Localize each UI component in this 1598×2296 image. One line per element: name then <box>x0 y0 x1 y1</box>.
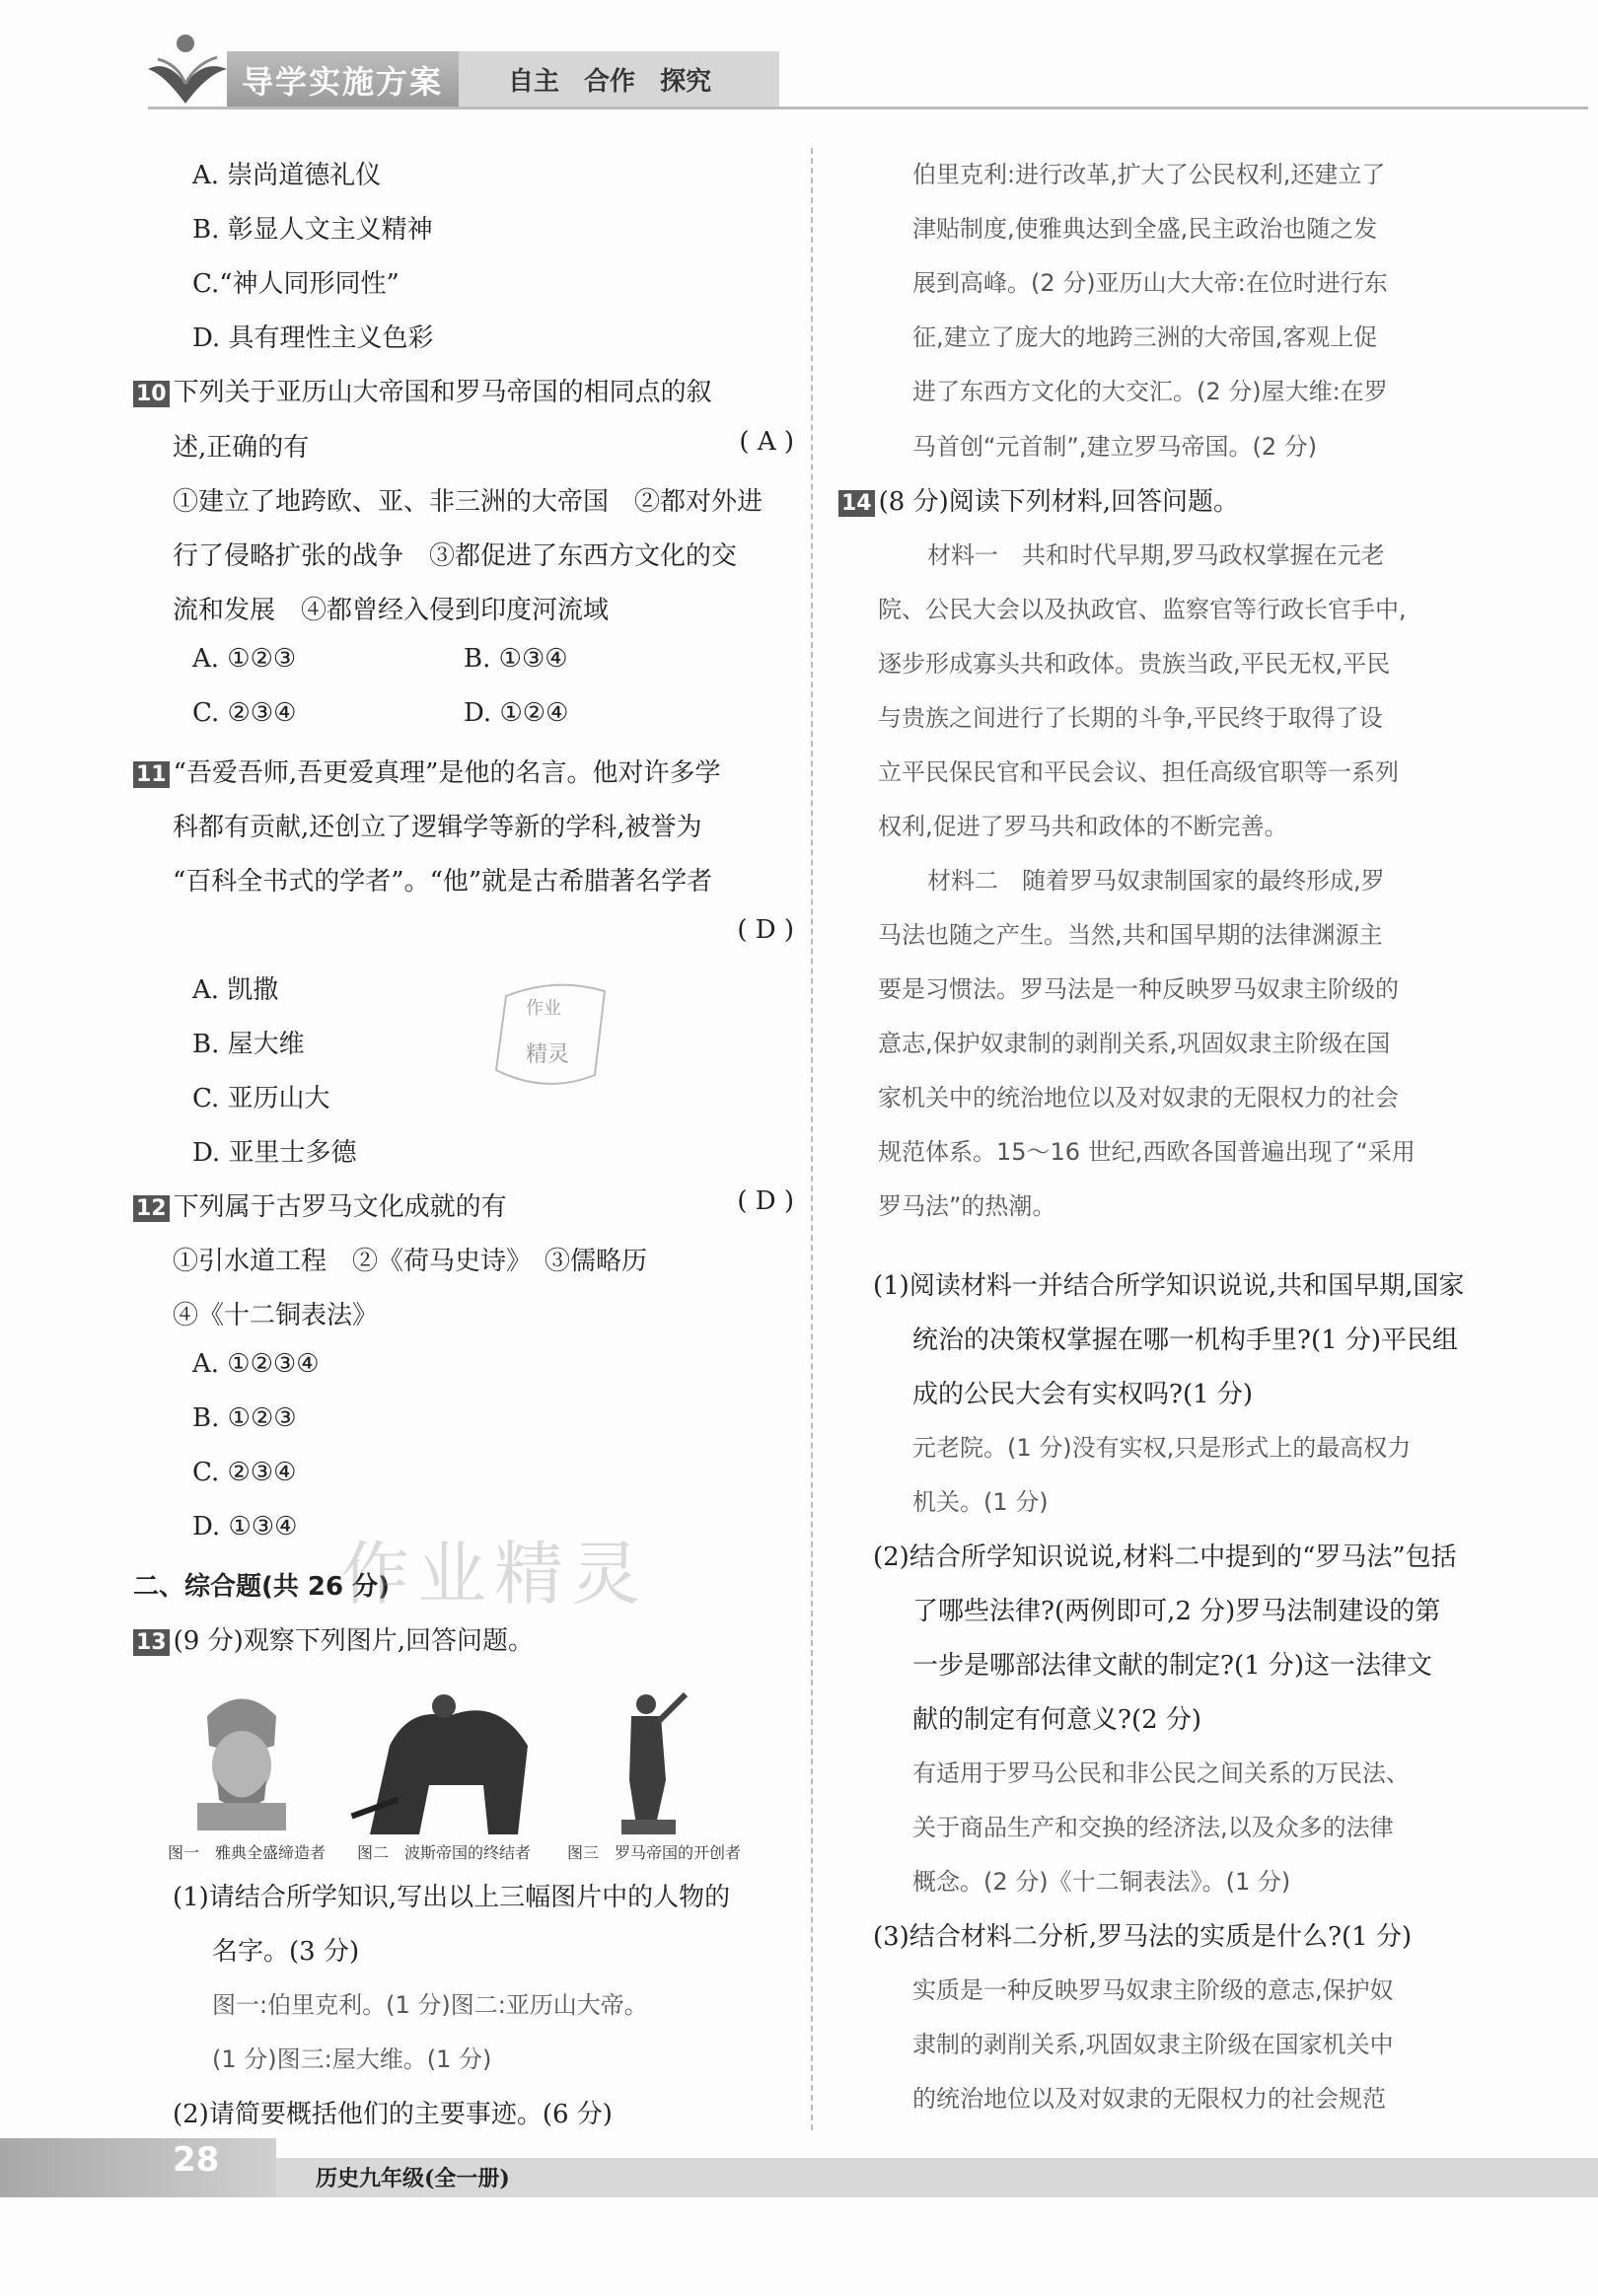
q14-answer3-line3: 的统治地位以及对奴隶的无限权力的社会规范 <box>912 2085 1386 2113</box>
q13-answer1-line2: (1 分)图三:屋大维。(1 分) <box>212 2045 492 2073</box>
q12-answer: ( D ) <box>737 1186 794 1216</box>
q13-answer2-line2: 津贴制度,使雅典达到全盛,民主政治也随之发 <box>912 215 1378 243</box>
figure-caption-3: 图三 罗马帝国的开创者 <box>567 1843 742 1862</box>
q13-answer1-line1: 图一:伯里克利。(1 分)图二:亚历山大帝。 <box>212 1991 648 2019</box>
q11-number: 11 <box>133 761 170 788</box>
q13-part1-line1: (1)请结合所学知识,写出以上三幅图片中的人物的 <box>173 1883 731 1912</box>
q9-option-a: A. 崇尚道德礼仪 <box>192 161 382 190</box>
q11-stem-line1: 11 “吾爱吾师,吾更爱真理”是他的名言。他对许多学 <box>133 753 720 789</box>
q14-answer1-line2: 机关。(1 分) <box>912 1488 1049 1516</box>
q10-option-b: B. ①③④ <box>464 644 568 674</box>
standing-statue-icon <box>602 1686 700 1834</box>
q9-option-c: C.“神人同形同性” <box>192 269 400 299</box>
material1-line1: 材料一 共和时代早期,罗马政权掌握在元老 <box>927 541 1385 569</box>
section-heading: 二、综合题(共 26 分) <box>133 1572 391 1602</box>
q13-answer2-line6: 马首创“元首制”,建立罗马帝国。(2 分) <box>912 433 1318 461</box>
q11-stem-line2: 科都有贡献,还创立了逻辑学等新的学科,被誉为 <box>173 813 702 842</box>
material1-line3: 逐步形成寡头共和政体。贵族当政,平民无权,平民 <box>878 650 1391 678</box>
footer-band <box>0 2138 276 2197</box>
q12-option-a: A. ①②③④ <box>192 1349 320 1379</box>
stamp-text-top: 作业 <box>526 998 561 1019</box>
q14-answer2-line3: 概念。(2 分)《十二铜表法》。(1 分) <box>912 1868 1291 1896</box>
book-title: 历史九年级(全一册) <box>316 2166 510 2191</box>
q14-part2-line1: (2)结合所学知识说说,材料二中提到的“罗马法”包括 <box>873 1543 1457 1572</box>
q13-number: 13 <box>133 1629 170 1656</box>
q10-answer: ( A ) <box>739 427 794 457</box>
figure-caption-2: 图二 波斯帝国的终结者 <box>357 1843 532 1862</box>
q13-part1-line2: 名字。(3 分) <box>212 1937 360 1967</box>
watermark: 作业精灵 <box>340 1534 648 1614</box>
q12-option-c: C. ②③④ <box>192 1458 297 1487</box>
q13-answer2-line1: 伯里克利:进行改革,扩大了公民权利,还建立了 <box>912 161 1386 188</box>
material2-line6: 规范体系。15～16 世纪,西欧各国普遍出现了“采用 <box>878 1138 1416 1166</box>
q14-answer2-line2: 关于商品生产和交换的经济法,以及众多的法律 <box>912 1814 1394 1841</box>
material2-line1: 材料二 随着罗马奴隶制国家的最终形成,罗 <box>927 867 1385 895</box>
q14-part1-line1: (1)阅读材料一并结合所学知识说说,共和国早期,国家 <box>873 1271 1465 1301</box>
page-header <box>0 0 1598 133</box>
q10-option-c: C. ②③④ <box>192 698 297 728</box>
q14-part1-line3: 成的公民大会有实权吗?(1 分) <box>912 1380 1254 1409</box>
material1-line4: 与贵族之间进行了长期的斗争,平民终于取得了设 <box>878 704 1383 732</box>
q10-statement-line2: 行了侵略扩张的战争 ③都促进了东西方文化的交 <box>173 541 738 571</box>
q10-option-d: D. ①②④ <box>464 698 569 728</box>
q14-answer2-line1: 有适用于罗马公民和非公民之间关系的万民法、 <box>912 1759 1410 1787</box>
header-title: 导学实施方案 <box>242 63 444 101</box>
q10-number: 10 <box>133 381 170 407</box>
q12-option-d: D. ①③④ <box>192 1512 298 1542</box>
material2-line3: 要是习惯法。罗马法是一种反映罗马奴隶主阶级的 <box>878 975 1399 1003</box>
figure-caption-1: 图一 雅典全盛缔造者 <box>168 1843 327 1862</box>
material2-line4: 意志,保护奴隶制的剥削关系,巩固奴隶主阶级在国 <box>878 1030 1391 1057</box>
q9-option-d: D. 具有理性主义色彩 <box>192 323 434 353</box>
q11-answer: ( D ) <box>737 915 794 945</box>
q14-answer3-line2: 隶制的剥削关系,巩固奴隶主阶级在国家机关中 <box>912 2031 1394 2058</box>
q13-answer2-line4: 征,建立了庞大的地跨三洲的大帝国,客观上促 <box>912 323 1378 351</box>
q13-figures <box>168 1686 779 1844</box>
q13-part2: (2)请简要概括他们的主要事迹。(6 分) <box>173 2100 613 2129</box>
q13-answer2-line3: 展到高峰。(2 分)亚历山大大帝:在位时进行东 <box>912 269 1388 297</box>
header-subtitle: 自主 合作 探究 <box>508 67 712 97</box>
q11-option-a: A. 凯撒 <box>192 975 279 1005</box>
q11-option-d: D. 亚里士多德 <box>192 1138 357 1168</box>
q10-stem-line1: 10 下列关于亚历山大帝国和罗马帝国的相同点的叙 <box>133 372 712 408</box>
q9-option-b: B. 彰显人文主义精神 <box>192 215 433 245</box>
q14-part3: (3)结合材料二分析,罗马法的实质是什么?(1 分) <box>873 1922 1413 1952</box>
header-rule <box>148 107 1588 109</box>
q13-stem: 13 (9 分)观察下列图片,回答问题。 <box>133 1620 534 1657</box>
q11-option-b: B. 屋大维 <box>192 1030 305 1059</box>
book-leaf-logo-icon <box>138 30 237 108</box>
q10-stem-line2: 述,正确的有 <box>173 433 310 463</box>
horse-statue-icon <box>350 1686 547 1834</box>
q14-part2-line3: 一步是哪部法律文献的制定?(1 分)这一法律文 <box>912 1651 1433 1681</box>
column-divider <box>811 148 813 2130</box>
q12-stem: 12 下列属于古罗马文化成就的有 <box>133 1186 507 1223</box>
q14-part2-line4: 献的制定有何意义?(2 分) <box>912 1705 1202 1735</box>
material2-line2: 马法也随之产生。当然,共和国早期的法律渊源主 <box>878 921 1383 949</box>
stamp-icon <box>486 976 619 1095</box>
material2-line7: 罗马法”的热潮。 <box>878 1192 1056 1220</box>
q10-statement-line3: 流和发展 ④都曾经入侵到印度河流域 <box>173 596 610 625</box>
q14-answer1-line1: 元老院。(1 分)没有实权,只是形式上的最高权力 <box>912 1434 1412 1462</box>
page-footer <box>0 2130 1598 2209</box>
material1-line2: 院、公民大会以及执政官、监察官等行政长官手中, <box>878 596 1407 623</box>
q12-items-line1: ①引水道工程 ②《荷马史诗》 ③儒略历 <box>173 1247 648 1276</box>
q11-stem-line3: “百科全书式的学者”。“他”就是古希腊著名学者 <box>173 867 713 897</box>
q11-option-c: C. 亚历山大 <box>192 1084 330 1113</box>
material2-line5: 家机关中的统治地位以及对奴隶的无限权力的社会 <box>878 1084 1399 1112</box>
q10-statement-line1: ①建立了地跨欧、亚、非三洲的大帝国 ②都对外进 <box>173 487 763 517</box>
page-number: 28 <box>173 2140 220 2180</box>
q12-items-line2: ④《十二铜表法》 <box>173 1301 379 1330</box>
q13-answer2-line5: 进了东西方文化的大交汇。(2 分)屋大维:在罗 <box>912 378 1388 405</box>
q12-option-b: B. ①②③ <box>192 1403 297 1433</box>
q10-option-a: A. ①②③ <box>192 644 297 674</box>
q14-part2-line2: 了哪些法律?(两例即可,2 分)罗马法制建设的第 <box>912 1597 1441 1626</box>
q14-number: 14 <box>838 490 875 517</box>
q14-stem: 14 (8 分)阅读下列材料,回答问题。 <box>838 481 1239 518</box>
q14-part1-line2: 统治的决策权掌握在哪一机构手里?(1 分)平民组 <box>912 1326 1459 1355</box>
q14-answer3-line1: 实质是一种反映罗马奴隶主阶级的意志,保护奴 <box>912 1976 1394 2004</box>
material1-line5: 立平民保民官和平民会议、担任高级官职等一系列 <box>878 758 1399 786</box>
q12-number: 12 <box>133 1195 170 1222</box>
stamp-text-bottom: 精灵 <box>526 1042 570 1067</box>
material1-line6: 权利,促进了罗马共和政体的不断完善。 <box>878 813 1288 840</box>
bust-figure-icon <box>178 1686 306 1834</box>
